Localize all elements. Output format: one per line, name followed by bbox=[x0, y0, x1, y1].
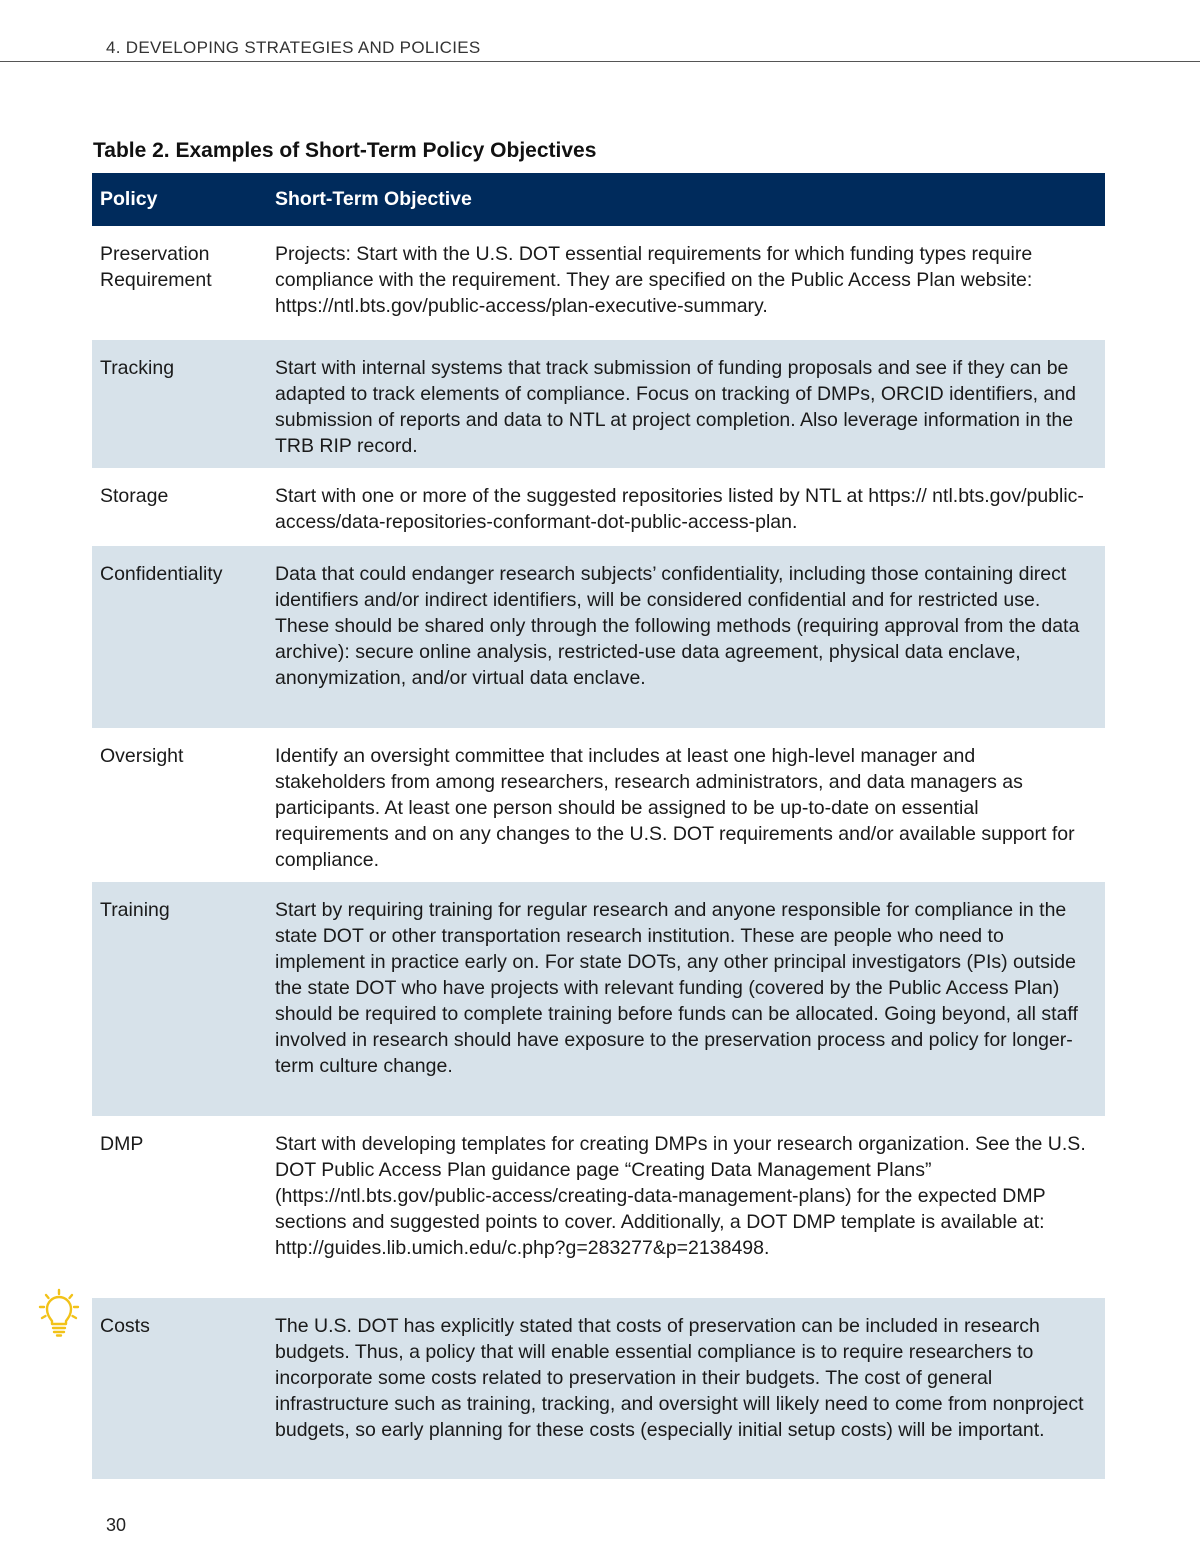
table-header-row bbox=[92, 173, 1105, 226]
header-rule bbox=[0, 61, 1200, 62]
table-row-storage bbox=[92, 468, 1105, 546]
policy-objectives-table bbox=[92, 173, 1105, 1479]
table-row-costs bbox=[92, 1298, 1105, 1479]
row-policy: Preservation Requirement bbox=[100, 243, 212, 291]
row-objective: Start by requiring training for regular research and anyone responsible for compliance in the state DOT or other transportation research institution. These are people who need to implement in practice early on. For state DOTs, any other principal investigators (PIs) outside the state DOT who have projects with relevant funding (covered by the Public Access Plan) should be required to complete training before funds can be allocated. Going beyond, all staff involved in research should have exposure to the preservation process and policy for longer-term culture change. bbox=[275, 899, 1078, 1077]
running-head: 4. DEVELOPING STRATEGIES AND POLICIES bbox=[106, 38, 481, 57]
column-header-objective: Short-Term Objective bbox=[275, 188, 472, 210]
table-row-oversight bbox=[92, 728, 1105, 882]
table-row-preservation bbox=[92, 226, 1105, 340]
row-policy: DMP bbox=[100, 1133, 144, 1155]
row-policy: Oversight bbox=[100, 745, 184, 767]
row-policy: Costs bbox=[100, 1315, 150, 1337]
row-objective: Projects: Start with the U.S. DOT essential requirements for which funding types require compliance with the requirement. They are specified on the Public Access Plan website: https://ntl.bts.gov/public-access/plan-executive-summary. bbox=[275, 243, 1033, 317]
row-policy: Tracking bbox=[100, 357, 175, 379]
row-objective: Data that could endanger research subjects’ confidentiality, including those containing direct identifiers and/or indirect identifiers, will be considered confidential and for restricted use. These should be shared only through the following methods (requiring approval from the data archive): secure online analysis, restricted-use data agreement, physical data enclave, anonymization, and/or virtual data enclave. bbox=[275, 563, 1080, 689]
table-row-tracking bbox=[92, 340, 1105, 468]
table-row-training bbox=[92, 882, 1105, 1116]
page-number: 30 bbox=[106, 1515, 127, 1535]
row-policy: Storage bbox=[100, 485, 169, 507]
column-header-policy: Policy bbox=[100, 188, 158, 210]
table-row-confidentiality bbox=[92, 546, 1105, 728]
row-policy: Confidentiality bbox=[100, 563, 223, 585]
row-objective: The U.S. DOT has explicitly stated that costs of preservation can be included in research budgets. Thus, a policy that will enable essential compliance is to require researchers to incorporate some costs related to preservation in their budgets. The cost of general infrastructure such as training, tracking, and oversight will likely need to come from nonproject budgets, so early planning for these costs (especially initial setup costs) will be important. bbox=[275, 1315, 1084, 1441]
row-objective: Start with internal systems that track submission of funding proposals and see if they can be adapted to track elements of compliance. Focus on tracking of DMPs, ORCID identifiers, and submission of reports and data to NTL at project completion. Also leverage information in the TRB RIP record. bbox=[275, 357, 1076, 457]
row-objective: Start with developing templates for creating DMPs in your research organization. See the U.S. DOT Public Access Plan guidance page “Creating Data Management Plans” (https://ntl.bts.gov/public-access/creating-data-management-plans) for the expected DMP sections and suggested points to cover. Additionally, a DOT DMP template is available at: http://guides.lib.umich.edu/c.php?g=283277&p=2138498. bbox=[275, 1133, 1086, 1259]
row-objective: Identify an oversight committee that includes at least one high-level manager and stakeholders from among researchers, research administrators, and data managers as participants. At least one person should be assigned to be up-to-date on essential requirements and on any changes to the U.S. DOT requirements and/or available support for compliance. bbox=[275, 745, 1075, 871]
row-policy: Training bbox=[100, 899, 170, 921]
table-title: Table 2. Examples of Short-Term Policy Objectives bbox=[93, 139, 597, 162]
row-objective: Start with one or more of the suggested repositories listed by NTL at https:// ntl.bts.gov/public-access/data-repositories-conformant-dot-public-access-plan. bbox=[275, 485, 1084, 533]
table-row-dmp bbox=[92, 1116, 1105, 1298]
lightbulb-icon bbox=[36, 1288, 82, 1338]
